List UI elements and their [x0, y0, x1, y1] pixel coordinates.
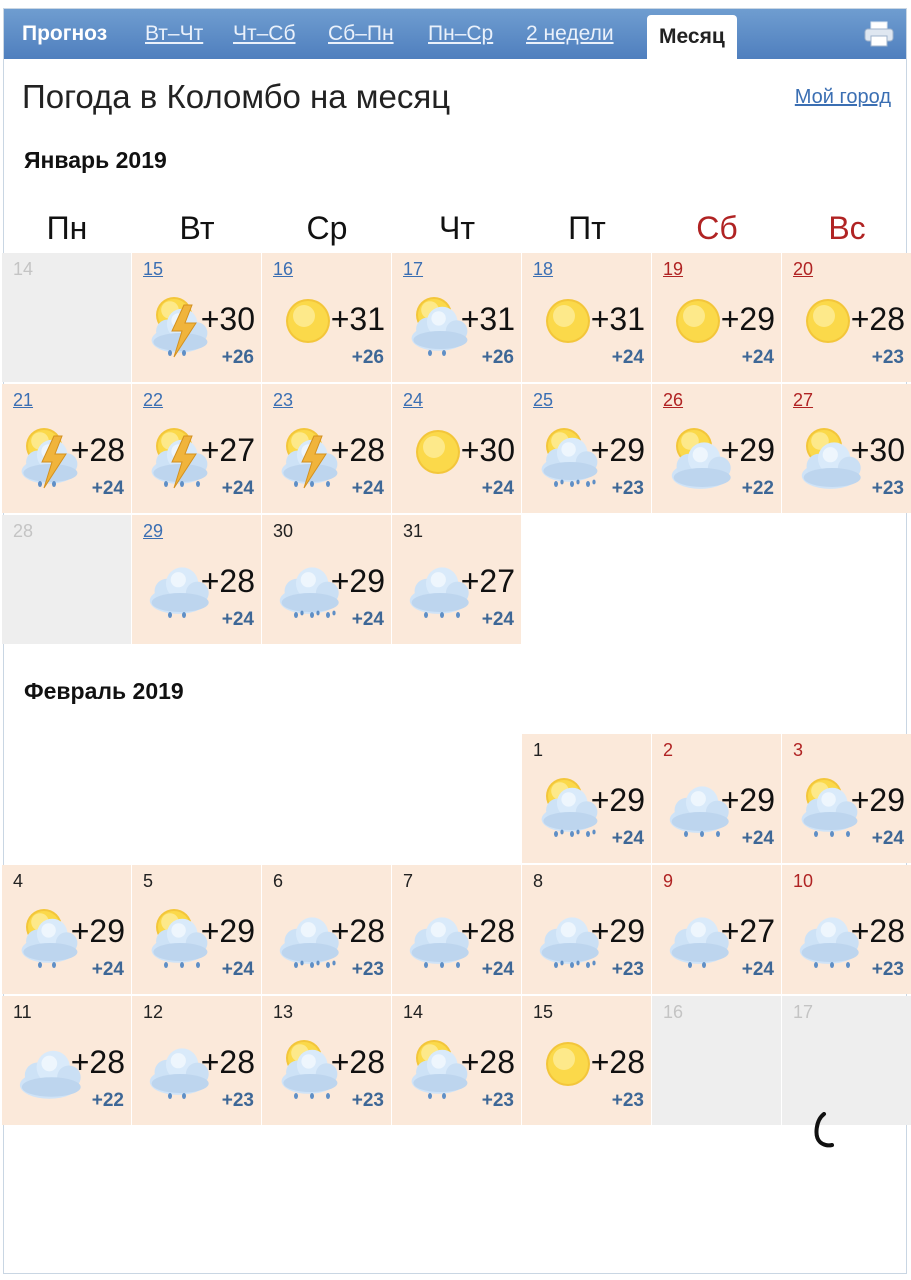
handwritten-mark: [812, 1112, 836, 1152]
high-temperature: +28: [200, 563, 255, 599]
calendar-day[interactable]: [262, 996, 391, 1125]
weekday-thu: Чт: [439, 210, 475, 246]
day-number[interactable]: 25: [533, 390, 554, 410]
low-temperature: +24: [481, 609, 514, 630]
weekday-wed: Ср: [306, 210, 348, 246]
low-temperature: +24: [611, 347, 644, 368]
day-number: 17: [793, 1002, 814, 1022]
calendar-day[interactable]: [262, 515, 391, 644]
low-temperature: +23: [871, 959, 904, 980]
high-temperature: +29: [720, 432, 775, 468]
low-temperature: +24: [91, 478, 124, 499]
calendar-day-empty: [652, 996, 781, 1125]
day-number: 3: [793, 740, 804, 760]
low-temperature: +24: [481, 959, 514, 980]
low-temperature: +24: [481, 478, 514, 499]
my-city-link[interactable]: Мой город: [794, 86, 891, 108]
low-temperature: +24: [221, 959, 254, 980]
day-number: 16: [663, 1002, 684, 1022]
calendar-day[interactable]: [392, 996, 521, 1125]
low-temperature: +22: [741, 478, 774, 499]
calendar-day[interactable]: [522, 384, 651, 513]
day-number: 7: [403, 871, 414, 891]
calendar-day[interactable]: [392, 515, 521, 644]
weekday-sat: Сб: [696, 210, 738, 246]
tab-sat-mon[interactable]: Сб–Пн: [328, 22, 394, 45]
calendar-day[interactable]: [2, 996, 131, 1125]
low-temperature: +23: [221, 1090, 254, 1111]
calendar-day[interactable]: [392, 865, 521, 994]
low-temperature: +24: [221, 609, 254, 630]
calendar-day[interactable]: [132, 865, 261, 994]
high-temperature: +29: [330, 563, 385, 599]
day-number: 11: [13, 1002, 32, 1022]
calendar-day[interactable]: [652, 253, 781, 382]
day-number[interactable]: 23: [273, 390, 294, 410]
calendar-day[interactable]: [2, 384, 131, 513]
low-temperature: +24: [741, 347, 774, 368]
high-temperature: +31: [590, 301, 645, 337]
calendar-day[interactable]: [2, 865, 131, 994]
calendar-day-empty: [2, 515, 131, 644]
low-temperature: +24: [871, 828, 904, 849]
high-temperature: +30: [850, 432, 905, 468]
day-number: 8: [533, 871, 544, 891]
high-temperature: +29: [590, 782, 645, 818]
day-number[interactable]: 17: [403, 259, 424, 279]
calendar-day[interactable]: [782, 384, 911, 513]
day-number: 5: [143, 871, 154, 891]
day-number: 6: [273, 871, 284, 891]
high-temperature: +29: [590, 913, 645, 949]
calendar-day-empty: [782, 996, 911, 1125]
low-temperature: +23: [871, 347, 904, 368]
low-temperature: +26: [481, 347, 514, 368]
day-number: 1: [533, 740, 544, 760]
day-number[interactable]: 20: [793, 259, 814, 279]
day-number[interactable]: 16: [273, 259, 294, 279]
calendar-day[interactable]: [262, 865, 391, 994]
low-temperature: +24: [91, 959, 124, 980]
high-temperature: +30: [200, 301, 255, 337]
weekday-sun: Вс: [828, 210, 866, 246]
calendar-day[interactable]: [652, 865, 781, 994]
high-temperature: +28: [70, 432, 125, 468]
calendar-day[interactable]: [522, 865, 651, 994]
low-temperature: +24: [351, 609, 384, 630]
low-temperature: +24: [221, 478, 254, 499]
low-temperature: +24: [351, 478, 384, 499]
high-temperature: +28: [330, 432, 385, 468]
low-temperature: +23: [611, 959, 644, 980]
high-temperature: +28: [460, 1044, 515, 1080]
calendar-day[interactable]: [782, 865, 911, 994]
day-number[interactable]: 24: [403, 390, 424, 410]
day-number: 2: [663, 740, 674, 760]
weekday-fri: Пт: [568, 210, 606, 246]
high-temperature: +28: [200, 1044, 255, 1080]
day-number[interactable]: 19: [663, 259, 684, 279]
low-temperature: +23: [351, 1090, 384, 1111]
high-temperature: +29: [850, 782, 905, 818]
high-temperature: +28: [590, 1044, 645, 1080]
low-temperature: +23: [351, 959, 384, 980]
day-number: 30: [273, 521, 294, 541]
high-temperature: +31: [330, 301, 385, 337]
day-number[interactable]: 21: [13, 390, 34, 410]
calendar-day[interactable]: [392, 384, 521, 513]
high-temperature: +27: [720, 913, 775, 949]
calendar-day[interactable]: [262, 253, 391, 382]
forecast-tabs: [4, 9, 906, 59]
high-temperature: +28: [850, 301, 905, 337]
tab-mon-wed[interactable]: Пн–Ср: [428, 22, 494, 45]
day-number[interactable]: 22: [143, 390, 164, 410]
day-number[interactable]: 27: [793, 390, 814, 410]
day-number: 14: [13, 259, 34, 279]
high-temperature: +29: [590, 432, 645, 468]
day-number[interactable]: 15: [143, 259, 164, 279]
weekday-tue: Вт: [179, 210, 215, 246]
month-title-february: Февраль 2019: [24, 678, 184, 704]
high-temperature: +31: [460, 301, 515, 337]
calendar-day[interactable]: [132, 384, 261, 513]
high-temperature: +28: [70, 1044, 125, 1080]
calendar-day[interactable]: [132, 253, 261, 382]
low-temperature: +23: [611, 1090, 644, 1111]
high-temperature: +29: [70, 913, 125, 949]
high-temperature: +28: [850, 913, 905, 949]
high-temperature: +29: [720, 782, 775, 818]
page-title: Погода в Коломбо на месяц: [22, 78, 451, 115]
high-temperature: +27: [200, 432, 255, 468]
high-temperature: +28: [460, 913, 515, 949]
low-temperature: +24: [741, 959, 774, 980]
low-temperature: +23: [611, 478, 644, 499]
tab-month[interactable]: Месяц: [647, 15, 737, 59]
calendar-day[interactable]: [522, 253, 651, 382]
calendar-day-empty: [2, 253, 131, 382]
low-temperature: +23: [871, 478, 904, 499]
day-number: 10: [793, 871, 814, 891]
day-number: 14: [403, 1002, 424, 1022]
day-number: 13: [273, 1002, 294, 1022]
day-number: 15: [533, 1002, 554, 1022]
day-number[interactable]: 29: [143, 521, 164, 541]
calendar-day[interactable]: [782, 734, 911, 863]
low-temperature: +24: [741, 828, 774, 849]
day-number: 28: [13, 521, 34, 541]
day-number[interactable]: 26: [663, 390, 684, 410]
tab-forecast[interactable]: Прогноз: [22, 22, 108, 45]
calendar-day[interactable]: [522, 734, 651, 863]
high-temperature: +27: [460, 563, 515, 599]
calendar-day[interactable]: [522, 996, 651, 1125]
calendar-day[interactable]: [132, 515, 261, 644]
calendar-day[interactable]: [652, 734, 781, 863]
low-temperature: +24: [611, 828, 644, 849]
day-number: 4: [13, 871, 24, 891]
calendar-day[interactable]: [262, 384, 391, 513]
day-number: 9: [663, 871, 674, 891]
tab-thu-sat[interactable]: Чт–Сб: [233, 22, 296, 45]
day-number: 12: [143, 1002, 164, 1022]
low-temperature: +22: [91, 1090, 124, 1111]
low-temperature: +26: [351, 347, 384, 368]
tab-two-weeks[interactable]: 2 недели: [526, 22, 614, 45]
day-number: 31: [403, 521, 424, 541]
high-temperature: +30: [460, 432, 515, 468]
high-temperature: +29: [200, 913, 255, 949]
calendar-day[interactable]: [392, 253, 521, 382]
printer-icon[interactable]: [864, 21, 894, 47]
low-temperature: +26: [221, 347, 254, 368]
weekday-mon: Пн: [46, 210, 88, 246]
calendar-day[interactable]: [782, 253, 911, 382]
high-temperature: +29: [720, 301, 775, 337]
low-temperature: +23: [481, 1090, 514, 1111]
high-temperature: +28: [330, 913, 385, 949]
tab-tue-thu[interactable]: Вт–Чт: [145, 22, 204, 45]
calendar-day[interactable]: [652, 384, 781, 513]
month-title-january: Январь 2019: [24, 147, 167, 173]
calendar-day[interactable]: [132, 996, 261, 1125]
high-temperature: +28: [330, 1044, 385, 1080]
day-number[interactable]: 18: [533, 259, 554, 279]
